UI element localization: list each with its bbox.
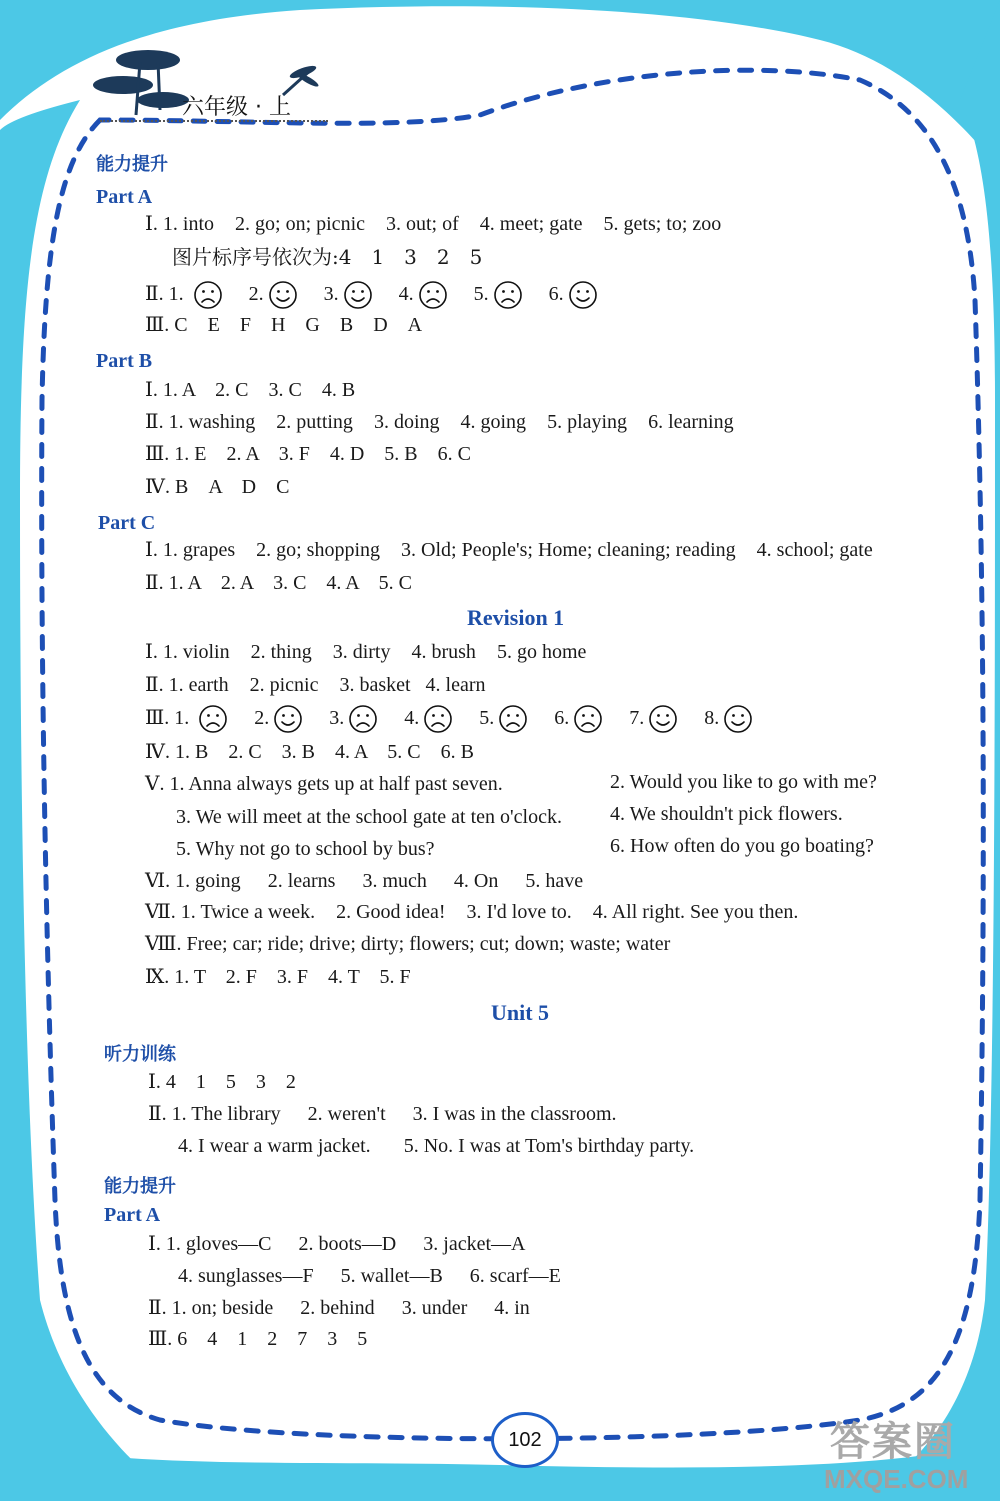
watermark (822, 1410, 992, 1495)
smiley-face-icon (268, 280, 298, 310)
answer-line: 5. Why not go to school by bus? (176, 838, 435, 860)
answer-line: Ⅲ. 1. E 2. A 3. F 4. D 5. B 6. C (145, 443, 471, 465)
listening-heading: 听力训练 (104, 1044, 176, 1065)
answer-line: Ⅱ. 1. washing 2. putting 3. doing 4. going 5. playing 6. learning (145, 411, 734, 433)
section-ability-heading: 能力提升 (104, 1176, 176, 1197)
answer-line: Ⅱ. 1. A 2. A 3. C 4. A 5. C (145, 572, 412, 594)
sad-face-icon (493, 280, 523, 310)
answer-line: Ⅰ. 1. gloves—C 2. boots—D 3. jacket—A (148, 1233, 526, 1255)
item-number: 8. (704, 707, 720, 729)
smiley-face-icon (343, 280, 373, 310)
item-number: 4. (404, 707, 420, 729)
watermark-en: MXQE.COM (824, 1464, 969, 1494)
answer-line: Ⅴ. 1. Anna always gets up at half past seven. (145, 773, 503, 795)
answer-line: 3. We will meet at the school gate at ten o'clock. (176, 806, 562, 828)
faces-answer-line: Ⅱ. 1. 2. 3. 4. 5. 6. (145, 277, 598, 311)
answer-line: 4. We shouldn't pick flowers. (610, 803, 843, 825)
item-number: 3. (329, 707, 345, 729)
item-number: 2. (248, 283, 264, 305)
answer-line: Ⅰ. 1. A 2. C 3. C 4. B (145, 379, 356, 401)
answer-line: Ⅶ. 1. Twice a week. 2. Good idea! 3. I'd love to. 4. All right. See you then. (145, 901, 799, 923)
page-number: 102 (491, 1412, 559, 1468)
item-number: 5. (473, 283, 489, 305)
answer-line: Ⅱ. 1. on; beside 2. behind 3. under 4. in (148, 1297, 530, 1319)
answer-line: 6. How often do you go boating? (610, 835, 874, 857)
item-number: 6. (548, 283, 564, 305)
answer-line: Ⅰ. 1. violin 2. thing 3. dirty 4. brush 5. go home (145, 641, 587, 663)
item-number: 5. (479, 707, 495, 729)
item-number: 7. (629, 707, 645, 729)
answer-line: 4. sunglasses—F 5. wallet—B 6. scarf—E (178, 1265, 561, 1287)
grade-title: 六年级 · 上 (182, 95, 291, 120)
answer-line: Ⅱ. 1. The library 2. weren't 3. I was in the classroom. (148, 1103, 617, 1125)
answer-line: Ⅰ. 4 1 5 3 2 (148, 1071, 296, 1093)
answer-line: 图片标序号依次为:4 1 3 2 5 (172, 245, 483, 269)
faces-answer-line: Ⅲ. 1. 2. 3. 4. 5. 6. 7. 8. (145, 701, 753, 735)
item-number: 3. (323, 283, 339, 305)
smiley-face-icon (273, 704, 303, 734)
answer-line: Ⅳ. 1. B 2. C 3. B 4. A 5. C 6. B (145, 741, 474, 763)
section-ability-heading: 能力提升 (96, 154, 168, 175)
part-b-heading: Part B (96, 350, 153, 372)
item-number: 2. (254, 707, 270, 729)
sad-face-icon (418, 280, 448, 310)
answer-line: Ⅵ. 1. going 2. learns 3. much 4. On 5. have (145, 870, 584, 892)
sad-face-icon (193, 280, 223, 310)
smiley-face-icon (568, 280, 598, 310)
item-number: 4. (398, 283, 414, 305)
answer-line: Ⅳ. B A D C (145, 476, 290, 498)
sad-face-icon (498, 704, 528, 734)
answer-line: Ⅱ. 1. earth 2. picnic 3. basket 4. learn (145, 674, 486, 696)
sad-face-icon (573, 704, 603, 734)
part-a-heading: Part A (96, 186, 153, 208)
revision-heading: Revision 1 (467, 605, 565, 630)
answer-line: 4. I wear a warm jacket. 5. No. I was at Tom's birthday party. (178, 1135, 695, 1157)
unit-heading: Unit 5 (491, 1000, 550, 1025)
smiley-face-icon (648, 704, 678, 734)
answer-line: Ⅰ. 1. into 2. go; on; picnic 3. out; of 4. meet; gate 5. gets; to; zoo (145, 213, 722, 235)
smiley-face-icon (723, 704, 753, 734)
answer-line: Ⅷ. Free; car; ride; drive; dirty; flowers; cut; down; waste; water (145, 933, 671, 955)
answer-line: 2. Would you like to go with me? (610, 771, 877, 793)
part-a-heading: Part A (104, 1204, 161, 1226)
sad-face-icon (423, 704, 453, 734)
answer-line: Ⅰ. 1. grapes 2. go; shopping 3. Old; People's; Home; cleaning; reading 4. school; gate (145, 539, 873, 561)
item-number: 6. (554, 707, 570, 729)
answer-line: Ⅲ. C E F H G B D A (145, 314, 423, 336)
watermark-cn: 答案圈 (830, 1419, 956, 1465)
answer-line: Ⅲ. 6 4 1 2 7 3 5 (148, 1328, 368, 1350)
part-c-heading: Part C (98, 512, 156, 534)
sad-face-icon (348, 704, 378, 734)
answer-line: Ⅸ. 1. T 2. F 3. F 4. T 5. F (145, 966, 411, 988)
sad-face-icon (198, 704, 228, 734)
